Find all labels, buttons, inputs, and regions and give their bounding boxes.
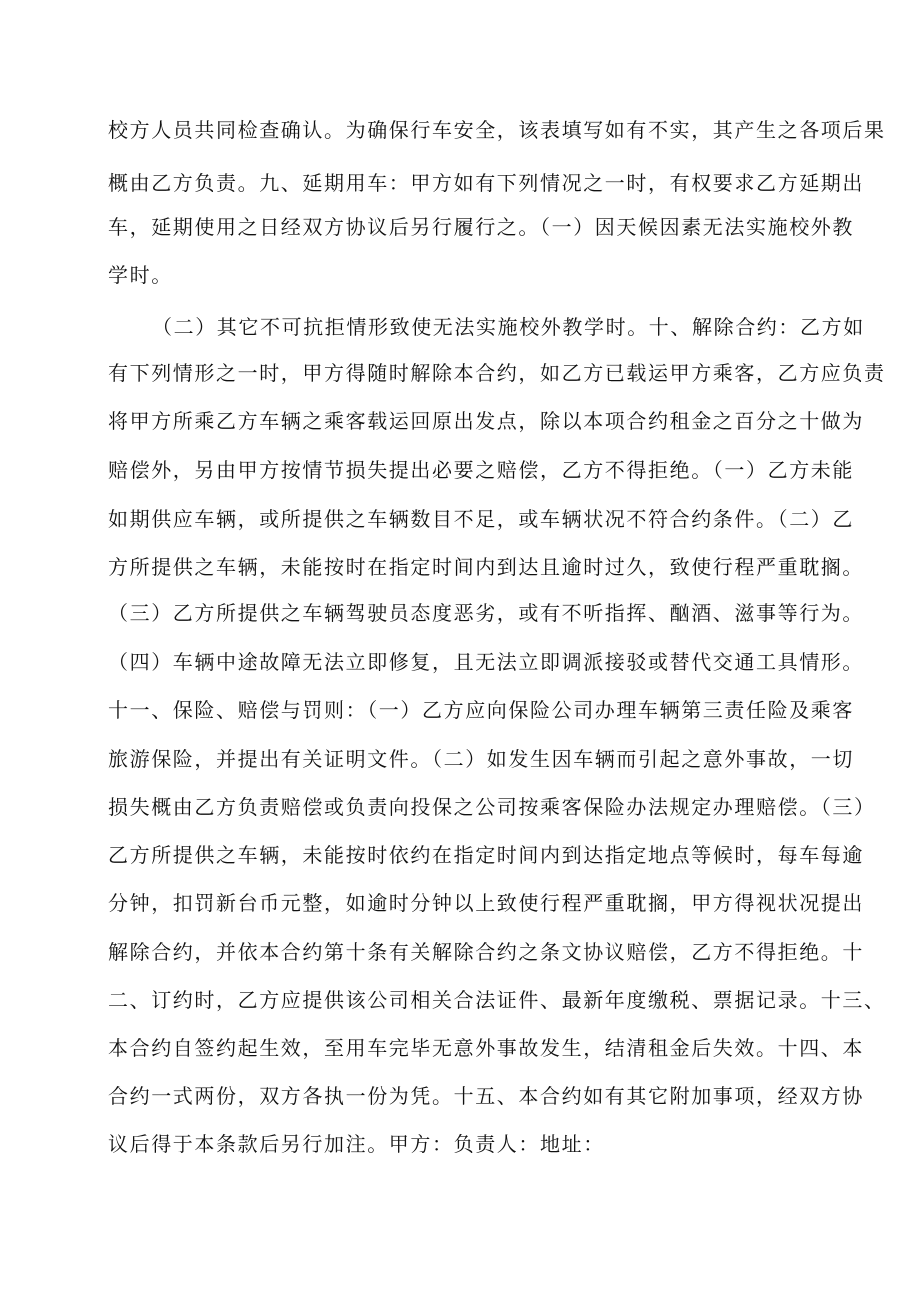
text-line: 将甲方所乘乙方车辆之乘客载运回原出发点，除以本项合约租金之百分之十做为 bbox=[108, 409, 864, 433]
text-line: 如期供应车辆，或所提供之车辆数目不足，或车辆状况不符合约条件。（二）乙 bbox=[108, 507, 854, 531]
text-line: 有下列情形之一时，甲方得随时解除本合约，如乙方已载运甲方乘客，乙方应负责 bbox=[108, 361, 886, 385]
text-line: 方所提供之车辆，未能按时在指定时间内到达且逾时过久，致使行程严重耽搁。 bbox=[108, 555, 864, 579]
text-line: （三）乙方所提供之车辆驾驶员态度恶劣，或有不听指挥、酗酒、滋事等行为。 bbox=[108, 601, 864, 625]
text-line: 赔偿外，另由甲方按情节损失提出必要之赔偿，乙方不得拒绝。（一）乙方未能 bbox=[108, 458, 854, 482]
text-line: 本合约自签约起生效，至用车完毕无意外事故发生，结清租金后失效。十四、本 bbox=[108, 1036, 864, 1060]
text-line: （四）车辆中途故障无法立即修复，且无法立即调派接驳或替代交通工具情形。 bbox=[108, 650, 864, 674]
text-line: 议后得于本条款后另行加注。甲方：负责人：地址： bbox=[108, 1132, 605, 1156]
text-line: 车，延期使用之日经双方协议后另行履行之。（一）因天候因素无法实施校外教 bbox=[108, 215, 854, 239]
text-line: 乙方所提供之车辆，未能按时依约在指定时间内到达指定地点等候时，每车每逾 bbox=[108, 843, 864, 867]
text-line: 分钟，扣罚新台币元整，如逾时分钟以上致使行程严重耽搁，甲方得视状况提出 bbox=[108, 891, 864, 915]
text-line: 学时。 bbox=[108, 263, 173, 287]
text-line: 合约一式两份，双方各执一份为凭。十五、本合约如有其它附加事项，经双方协 bbox=[108, 1084, 864, 1108]
text-line: 校方人员共同检查确认。为确保行车安全，该表填写如有不实，其产生之各项后果 bbox=[108, 118, 886, 142]
text-line: 二、订约时，乙方应提供该公司相关合法证件、最新年度缴税、票据记录。十三、 bbox=[108, 988, 886, 1012]
text-line: 概由乙方负责。九、延期用车：甲方如有下列情况之一时，有权要求乙方延期出 bbox=[108, 171, 864, 195]
text-line: 解除合约，并依本合约第十条有关解除合约之条文协议赔偿，乙方不得拒绝。十 bbox=[108, 940, 864, 964]
text-line: 损失概由乙方负责赔偿或负责向投保之公司按乘客保险办法规定办理赔偿。（三） bbox=[108, 795, 876, 819]
text-line: 旅游保险，并提出有关证明文件。（二）如发生因车辆而引起之意外事故，一切 bbox=[108, 747, 854, 771]
text-line: （二）其它不可抗拒情形致使无法实施校外教学时。十、解除合约：乙方如 bbox=[152, 315, 865, 339]
text-line: 十一、保险、赔偿与罚则：（一）乙方应向保险公司办理车辆第三责任险及乘客 bbox=[108, 698, 854, 722]
